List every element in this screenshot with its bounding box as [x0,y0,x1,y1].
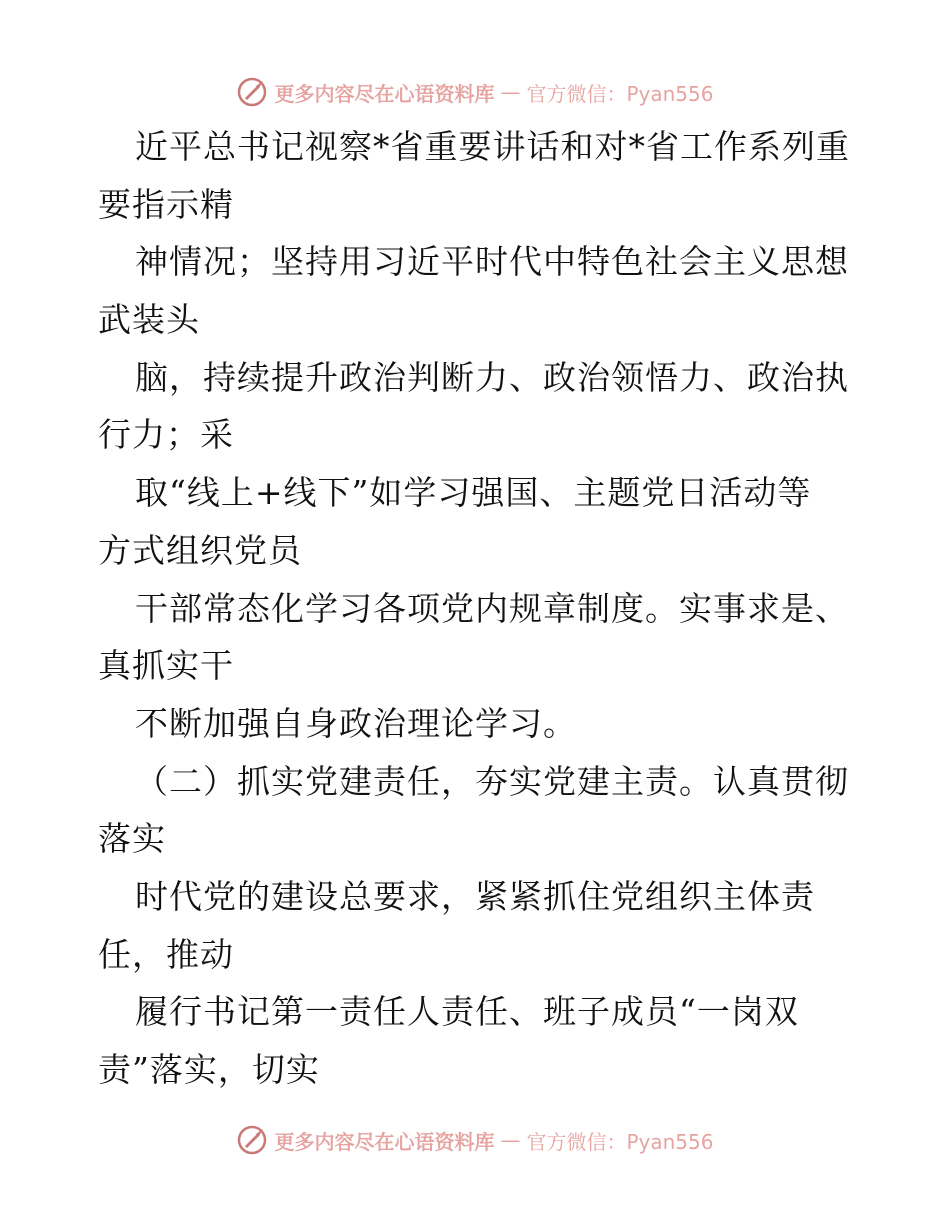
body-line: 方式组织党员 [98,530,302,570]
footer-watermark [0,1120,950,1160]
body-line: 不断加强自身政治理论学习。 [135,703,577,743]
body-line: 行力；采 [98,415,234,455]
body-line: 神情况；坚持用习近平时代中特色社会主义思想 [135,242,849,282]
watermark-wechat-text: 官方微信：Pyan556 [526,81,714,106]
watermark-brand-text: 更多内容尽在心语资料库 [274,1129,495,1154]
body-line: 责”落实，切实 [98,1050,320,1089]
body-line: 干部常态化学习各项党内规章制度。实事求是、 [135,588,849,628]
watermark-dash: — [500,1128,521,1152]
watermark-wechat-text: 官方微信：Pyan556 [526,1129,714,1154]
quill-logo-icon [236,1124,268,1156]
body-line: 落实 [98,819,166,859]
watermark-brand-text: 更多内容尽在心语资料库 [274,81,495,106]
quill-logo-icon [236,76,268,108]
body-line: 取“线上+线下”如学习强国、主题党日活动等 [135,473,812,513]
header-watermark [0,72,950,112]
body-line: 脑，持续提升政治判断力、政治领悟力、政治执 [135,357,849,397]
body-line: 任，推动 [98,934,234,974]
body-line: 时代党的建设总要求，紧紧抓住党组织主体责 [135,876,815,916]
body-line: 真抓实干 [98,646,234,686]
body-line: 近平总书记视察*省重要讲话和对*省工作系列重 [135,127,850,166]
body-line: 要指示精 [98,184,234,224]
document-body [98,118,858,1099]
watermark-dash: — [500,80,521,104]
body-line: 武装头 [98,300,200,340]
body-line: 履行书记第一责任人责任、班子成员“一岗双 [135,992,799,1032]
section-heading-line: （二）抓实党建责任，夯实党建主责。认真贯彻 [135,761,849,801]
